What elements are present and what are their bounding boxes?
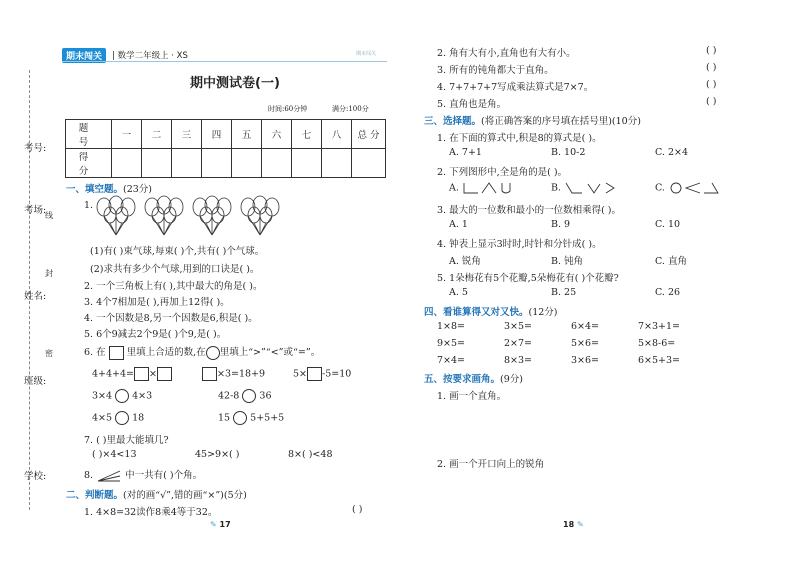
q6-expr: 36 bbox=[259, 390, 272, 402]
answer-circle[interactable] bbox=[115, 411, 129, 425]
score-input-cell[interactable] bbox=[352, 149, 386, 178]
q1-part1: (1)有( )束气球,每束( )个,共有( )个气球。 bbox=[90, 246, 265, 257]
choice-q2-a-label: A. bbox=[449, 182, 459, 194]
exam-full-score: 满分:100分 bbox=[332, 105, 369, 113]
q6-row2-a bbox=[92, 389, 152, 403]
answer-box[interactable] bbox=[134, 367, 149, 381]
q6-expr: 18 bbox=[132, 412, 145, 424]
choice-q4-a[interactable]: A. 锐角 bbox=[449, 256, 481, 267]
choice-q3-a[interactable]: A. 1 bbox=[449, 219, 468, 230]
calc-cell[interactable]: 5×6= bbox=[571, 338, 600, 349]
score-header-cell: 八 bbox=[322, 120, 352, 149]
q5: 5. 6个9减去2个9是( )个9,是( )。 bbox=[84, 329, 227, 340]
q6-row1-c bbox=[293, 367, 351, 381]
page-number-right-text: 18 bbox=[563, 520, 575, 529]
calc-cell[interactable]: 6×4= bbox=[571, 321, 600, 332]
score-input-cell[interactable] bbox=[322, 149, 352, 178]
section-1-heading bbox=[66, 181, 152, 195]
section-5-score: (9分) bbox=[500, 374, 523, 385]
q6-row2-b bbox=[218, 389, 272, 403]
section-5-heading bbox=[424, 371, 523, 385]
q7: 7. ( )里最大能填几? bbox=[84, 435, 169, 446]
choice-q5: 5. 1朵梅花有5个花瓣,5朵梅花有( )个花瓣? bbox=[437, 273, 619, 284]
judge-item-3: 3. 所有的钝角都大于直角。 bbox=[437, 65, 554, 76]
answer-circle[interactable] bbox=[115, 389, 129, 403]
page-title: 期中测试卷(一) bbox=[190, 76, 280, 91]
q3: 3. 4个7相加是( ),再加上12得( )。 bbox=[84, 297, 230, 308]
q6-expr: 42-8 bbox=[218, 390, 240, 402]
answer-circle[interactable] bbox=[233, 411, 247, 425]
section-1-title: 一、填空题。 bbox=[66, 184, 124, 195]
choice-q2-a[interactable] bbox=[449, 181, 518, 195]
q6-text-c: 里填上“>”“<”或“=”。 bbox=[219, 347, 321, 358]
judge-item-1: 1. 4×8=32读作8乘4等于32。 bbox=[84, 507, 218, 518]
section-2-title: 二、判断题。 bbox=[66, 490, 124, 501]
q6-expr: 4×3 bbox=[132, 390, 153, 402]
calc-cell[interactable]: 3×5= bbox=[504, 321, 533, 332]
section-4-score: (12分) bbox=[528, 307, 558, 318]
q1-number: 1. bbox=[84, 200, 94, 211]
draw-q2: 2. 画一个开口向上的锐角 bbox=[437, 459, 545, 470]
balloon-bunch-icon bbox=[193, 196, 231, 235]
q7-item-a: ( )×4<13 bbox=[92, 449, 137, 460]
shapes-b-icon bbox=[564, 181, 620, 195]
score-header-cell: 四 bbox=[202, 120, 232, 149]
judge-paren-4[interactable]: ( ) bbox=[706, 79, 717, 90]
header-right-tag: 期末闯关 bbox=[356, 51, 377, 57]
score-header-cell: 三 bbox=[172, 120, 202, 149]
score-input-cell[interactable] bbox=[142, 149, 172, 178]
score-input-cell[interactable] bbox=[172, 149, 202, 178]
judge-item-5: 5. 直角也是角。 bbox=[437, 99, 507, 110]
calc-cell[interactable]: 3×6= bbox=[571, 355, 600, 366]
score-input-cell[interactable] bbox=[202, 149, 232, 178]
judge-paren-1[interactable]: ( ) bbox=[352, 504, 363, 515]
score-header-cell: 总 分 bbox=[352, 120, 386, 149]
q6-row3-b bbox=[218, 411, 284, 425]
score-header-cell: 五 bbox=[232, 120, 262, 149]
q6-text-b: 里填上合适的数,在 bbox=[126, 347, 206, 358]
margin-divider-line: 线 bbox=[45, 211, 53, 220]
score-header-cell: 七 bbox=[292, 120, 322, 149]
score-input-cell[interactable] bbox=[232, 149, 262, 178]
choice-q2: 2. 下列图形中,全是角的是( )。 bbox=[437, 167, 568, 178]
score-header-cell: 六 bbox=[262, 120, 292, 149]
page-number-left-text: 17 bbox=[219, 520, 231, 529]
section-4-title: 四、看谁算得又对又快。 bbox=[424, 307, 529, 318]
margin-divider-seal: 封 bbox=[45, 269, 53, 278]
answer-box[interactable] bbox=[202, 367, 217, 381]
margin-label-class: 班级: bbox=[24, 376, 47, 387]
choice-q1-c[interactable]: C. 2×4 bbox=[655, 147, 689, 158]
q2: 2. 一个三角板上有( ),其中最大的角是( )。 bbox=[84, 281, 263, 292]
judge-paren-5[interactable]: ( ) bbox=[706, 96, 717, 107]
header-rule bbox=[62, 61, 387, 62]
choice-q5-a[interactable]: A. 5 bbox=[449, 287, 468, 298]
balloon-bunch-icon bbox=[145, 196, 183, 235]
q1-part2: (2)求共有多少个气球,用到的口诀是( )。 bbox=[90, 264, 260, 275]
choice-q5-b[interactable]: B. 25 bbox=[551, 287, 577, 298]
q8-number: 8. bbox=[84, 470, 94, 481]
page-number-left bbox=[210, 520, 231, 529]
page-number-right bbox=[563, 520, 584, 529]
choice-q3-b[interactable]: B. 9 bbox=[551, 219, 571, 230]
judge-item-4: 4. 7+7+7+7写成乘法算式是7×7。 bbox=[437, 82, 594, 93]
choice-q3-c[interactable]: C. 10 bbox=[655, 219, 681, 230]
q6-row1 bbox=[92, 367, 172, 381]
q6-row1-b bbox=[202, 367, 265, 381]
score-row-label: 得 分 bbox=[66, 149, 112, 178]
judge-paren-3[interactable]: ( ) bbox=[706, 62, 717, 73]
judge-item-2: 2. 角有大有小,直角也有大有小。 bbox=[437, 48, 576, 59]
score-header-cell: 二 bbox=[142, 120, 172, 149]
choice-q1-a[interactable]: A. 7+1 bbox=[449, 147, 482, 158]
q6-expr: -5=10 bbox=[322, 368, 352, 380]
answer-box bbox=[109, 346, 124, 360]
section-3-heading bbox=[424, 113, 641, 127]
q6-row3-a bbox=[92, 411, 144, 425]
q6-expr: × bbox=[149, 368, 157, 380]
section-3-title: 三、选择题。 bbox=[424, 116, 482, 127]
choice-q4-c[interactable]: C. 直角 bbox=[655, 256, 687, 267]
q6-expr: 4×5 bbox=[92, 412, 113, 424]
choice-q4: 4. 钟表上显示3时时,时针和分针成( )。 bbox=[437, 239, 602, 250]
judge-paren-2[interactable]: ( ) bbox=[706, 45, 717, 56]
margin-label-school: 学校: bbox=[24, 471, 47, 482]
section-4-heading bbox=[424, 304, 558, 318]
shapes-c-icon bbox=[668, 181, 724, 195]
series-label: | 数学二年级上 · XS bbox=[112, 51, 188, 61]
answer-box[interactable] bbox=[157, 367, 172, 381]
choice-q2-b[interactable] bbox=[551, 181, 620, 195]
calc-cell[interactable]: 9×5= bbox=[437, 338, 466, 349]
margin-label-exam-no: 考号: bbox=[24, 143, 47, 154]
q6-expr: 3×4 bbox=[92, 390, 113, 402]
score-input-cell[interactable] bbox=[292, 149, 322, 178]
answer-circle[interactable] bbox=[242, 389, 256, 403]
balloon-bunch-icon bbox=[97, 196, 135, 235]
q6-expr: 4+4+4= bbox=[92, 368, 135, 380]
margin-divider-secret: 密 bbox=[45, 349, 53, 358]
margin-label-name: 姓名: bbox=[24, 291, 47, 302]
brand-logo: 期末闯关 bbox=[62, 48, 106, 63]
score-header-cell: 题 号 bbox=[66, 120, 112, 149]
choice-q1-b[interactable]: B. 10-2 bbox=[551, 147, 586, 158]
choice-q4-b[interactable]: B. 钝角 bbox=[551, 256, 584, 267]
calc-cell[interactable]: 6×5+3= bbox=[638, 355, 681, 366]
choice-q2-b-label: B. bbox=[551, 182, 562, 194]
section-2-heading bbox=[66, 487, 247, 501]
calc-cell[interactable]: 7×3+1= bbox=[638, 321, 681, 332]
q6-expr: ×3=18+9 bbox=[217, 368, 266, 380]
q6-expr: 5× bbox=[293, 368, 308, 380]
q7-item-b: 45>9×( ) bbox=[195, 449, 240, 460]
q8-text: 中一共有( )个角。 bbox=[125, 470, 203, 481]
calc-cell[interactable]: 2×7= bbox=[504, 338, 533, 349]
q7-item-c: 8×( )<48 bbox=[288, 449, 333, 460]
choice-q2-c[interactable] bbox=[655, 181, 724, 195]
section-2-note: (对的画“√”,错的画“×”)(5分) bbox=[123, 490, 247, 501]
pencil-icon: ✎ bbox=[576, 520, 584, 529]
choice-q3: 3. 最大的一位数和最小的一位数相乘得( )。 bbox=[437, 205, 622, 216]
choice-q1: 1. 在下面的算式中,积是8的算式是( )。 bbox=[437, 133, 602, 144]
draw-q1: 1. 画一个直角。 bbox=[437, 391, 507, 402]
choice-q5-c[interactable]: C. 26 bbox=[655, 287, 681, 298]
section-1-score: (23分) bbox=[123, 184, 153, 195]
calc-cell[interactable]: 8×3= bbox=[504, 355, 533, 366]
q4: 4. 一个因数是8,另一个因数是6,积是( )。 bbox=[84, 313, 258, 324]
section-5-title: 五、按要求画角。 bbox=[424, 374, 501, 385]
q6-instruction bbox=[84, 344, 320, 360]
balloon-bunch-icon bbox=[241, 196, 279, 235]
answer-box[interactable] bbox=[307, 367, 322, 381]
calc-cell[interactable]: 7×4= bbox=[437, 355, 466, 366]
q6-expr: 5+5+5 bbox=[250, 412, 285, 424]
calc-cell[interactable]: 5×8-6= bbox=[638, 338, 676, 349]
q8 bbox=[84, 467, 202, 483]
score-header-cell: 一 bbox=[112, 120, 142, 149]
pencil-icon: ✎ bbox=[210, 520, 217, 529]
score-input-cell[interactable] bbox=[112, 149, 142, 178]
balloon-bunches bbox=[92, 195, 292, 239]
q6-text-a: 6. 在 bbox=[84, 347, 106, 358]
calc-cell[interactable]: 1×8= bbox=[437, 321, 466, 332]
answer-circle bbox=[206, 346, 220, 360]
angle-figure-icon bbox=[96, 469, 122, 483]
shapes-a-icon bbox=[462, 181, 518, 195]
section-3-note: (将正确答案的序号填在括号里)(10分) bbox=[481, 116, 641, 127]
score-table bbox=[65, 119, 386, 178]
score-input-cell[interactable] bbox=[262, 149, 292, 178]
margin-label-exam-room: 考场: bbox=[24, 205, 47, 216]
exam-time: 时间:60分钟 bbox=[268, 105, 308, 113]
choice-q2-c-label: C. bbox=[655, 182, 665, 194]
q6-expr: 15 bbox=[218, 412, 231, 424]
